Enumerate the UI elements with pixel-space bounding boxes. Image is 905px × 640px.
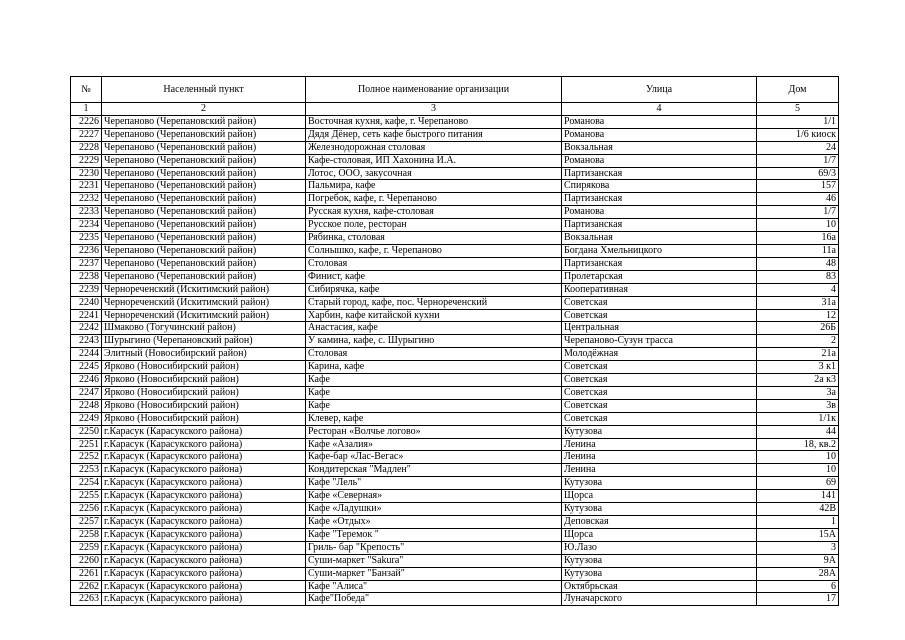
table-row xyxy=(71,593,839,606)
cell-street: Вокзальная xyxy=(562,232,757,245)
cell-organization: У камина, кафе, с. Шурыгино xyxy=(306,335,562,348)
cell-organization: Кафе "Алиса" xyxy=(306,580,562,593)
cell-number: 2236 xyxy=(71,244,102,257)
cell-street: Кутузова xyxy=(562,567,757,580)
cell-street: Романова xyxy=(562,154,757,167)
cell-house: 2а к3 xyxy=(757,374,839,387)
header-house: Дом xyxy=(757,77,839,103)
cell-number: 2228 xyxy=(71,141,102,154)
table-row xyxy=(71,554,839,567)
cell-house: 4 xyxy=(757,283,839,296)
cell-house: 1/6 киоск xyxy=(757,128,839,141)
cell-house: 17 xyxy=(757,593,839,606)
cell-locality: Шмаково (Тогучинский район) xyxy=(102,322,306,335)
cell-locality: г.Карасук (Карасукского района) xyxy=(102,425,306,438)
cell-organization: Кафе "Лель" xyxy=(306,477,562,490)
table-row xyxy=(71,322,839,335)
cell-house: 15А xyxy=(757,528,839,541)
cell-number: 2252 xyxy=(71,451,102,464)
cell-organization: Пальмира, кафе xyxy=(306,180,562,193)
table-row xyxy=(71,438,839,451)
cell-organization: Кафе «Ладушки» xyxy=(306,503,562,516)
cell-number: 2263 xyxy=(71,593,102,606)
cell-house: 3 к1 xyxy=(757,361,839,374)
cell-locality: г.Карасук (Карасукского района) xyxy=(102,464,306,477)
cell-organization: Столовая xyxy=(306,257,562,270)
table-row xyxy=(71,580,839,593)
cell-number: 2238 xyxy=(71,270,102,283)
table-row xyxy=(71,244,839,257)
cell-house: 2 xyxy=(757,335,839,348)
cell-street: Советская xyxy=(562,412,757,425)
cell-organization: Клевер, кафе xyxy=(306,412,562,425)
cell-street: Советская xyxy=(562,399,757,412)
header-organization: Полное наименование организации xyxy=(306,77,562,103)
cell-street: Центральная xyxy=(562,322,757,335)
cell-organization: Погребок, кафе, г. Черепаново xyxy=(306,193,562,206)
cell-street: Пролетарская xyxy=(562,270,757,283)
cell-number: 2258 xyxy=(71,528,102,541)
header-row xyxy=(71,77,839,103)
cell-street: Богдана Хмельницкого xyxy=(562,244,757,257)
cell-locality: г.Карасук (Карасукского района) xyxy=(102,554,306,567)
cell-house: 69 xyxy=(757,477,839,490)
cell-organization: Суши-маркет "Sakura" xyxy=(306,554,562,567)
cell-locality: г.Карасук (Карасукского района) xyxy=(102,438,306,451)
cell-house: 42В xyxy=(757,503,839,516)
cell-street: Кутузова xyxy=(562,425,757,438)
table-row xyxy=(71,361,839,374)
cell-organization: Солнышко, кафе, г. Черепаново xyxy=(306,244,562,257)
cell-house: 157 xyxy=(757,180,839,193)
header-number: № xyxy=(71,77,102,103)
cell-organization: Железнодорожная столовая xyxy=(306,141,562,154)
column-number: 3 xyxy=(306,103,562,116)
cell-organization: Дядя Дёнер, сеть кафе быстрого питания xyxy=(306,128,562,141)
cell-street: Советская xyxy=(562,309,757,322)
cell-house: 1/7 xyxy=(757,206,839,219)
cell-street: Ленина xyxy=(562,438,757,451)
cell-number: 2261 xyxy=(71,567,102,580)
cell-street: Ленина xyxy=(562,451,757,464)
cell-number: 2249 xyxy=(71,412,102,425)
cell-number: 2243 xyxy=(71,335,102,348)
cell-house: 46 xyxy=(757,193,839,206)
cell-locality: г.Карасук (Карасукского района) xyxy=(102,503,306,516)
table-row xyxy=(71,412,839,425)
cell-house: 83 xyxy=(757,270,839,283)
cell-number: 2245 xyxy=(71,361,102,374)
table-row xyxy=(71,128,839,141)
cell-street: Романова xyxy=(562,128,757,141)
cell-street: Черепаново-Сузун трасса xyxy=(562,335,757,348)
cell-number: 2229 xyxy=(71,154,102,167)
cell-house: 69/3 xyxy=(757,167,839,180)
cell-house: 1/1к xyxy=(757,412,839,425)
header-locality: Населенный пункт xyxy=(102,77,306,103)
cell-number: 2260 xyxy=(71,554,102,567)
cell-street: Советская xyxy=(562,361,757,374)
table-body xyxy=(71,115,839,605)
cell-locality: Черепаново (Черепановский район) xyxy=(102,206,306,219)
column-number: 4 xyxy=(562,103,757,116)
cell-house: 3в xyxy=(757,399,839,412)
cell-street: Октябрьская xyxy=(562,580,757,593)
cell-house: 10 xyxy=(757,219,839,232)
cell-locality: г.Карасук (Карасукского района) xyxy=(102,490,306,503)
cell-locality: Ярково (Новосибирский район) xyxy=(102,386,306,399)
column-number: 5 xyxy=(757,103,839,116)
table-row xyxy=(71,528,839,541)
cell-number: 2254 xyxy=(71,477,102,490)
cell-locality: г.Карасук (Карасукского района) xyxy=(102,593,306,606)
cell-number: 2247 xyxy=(71,386,102,399)
cell-organization: Кафе «Азалия» xyxy=(306,438,562,451)
table-row xyxy=(71,193,839,206)
cell-house: 3а xyxy=(757,386,839,399)
cell-street: Кутузова xyxy=(562,477,757,490)
cell-house: 48 xyxy=(757,257,839,270)
cell-locality: Шурыгино (Черепановский район) xyxy=(102,335,306,348)
cell-street: Советская xyxy=(562,386,757,399)
cell-locality: Ярково (Новосибирский район) xyxy=(102,374,306,387)
cell-locality: Черепаново (Черепановский район) xyxy=(102,257,306,270)
table-row xyxy=(71,541,839,554)
cell-house: 26Б xyxy=(757,322,839,335)
cell-organization: Финист, кафе xyxy=(306,270,562,283)
organizations-table xyxy=(70,76,839,606)
table-row xyxy=(71,115,839,128)
table-row xyxy=(71,335,839,348)
table-row xyxy=(71,567,839,580)
cell-locality: Чернореченский (Искитимский район) xyxy=(102,296,306,309)
table-row xyxy=(71,283,839,296)
cell-number: 2257 xyxy=(71,516,102,529)
cell-street: Кутузова xyxy=(562,554,757,567)
cell-street: Кутузова xyxy=(562,503,757,516)
cell-locality: г.Карасук (Карасукского района) xyxy=(102,516,306,529)
cell-number: 2259 xyxy=(71,541,102,554)
cell-organization: Лотос, ООО, закусочная xyxy=(306,167,562,180)
cell-number: 2235 xyxy=(71,232,102,245)
cell-street: Спирякова xyxy=(562,180,757,193)
cell-house: 10 xyxy=(757,451,839,464)
cell-organization: Ресторан «Волчье логово» xyxy=(306,425,562,438)
cell-organization: Кафе «Северная» xyxy=(306,490,562,503)
cell-locality: Ярково (Новосибирский район) xyxy=(102,412,306,425)
cell-street: Партизанская xyxy=(562,167,757,180)
cell-number: 2253 xyxy=(71,464,102,477)
cell-organization: Сибирячка, кафе xyxy=(306,283,562,296)
table-row xyxy=(71,425,839,438)
table-row xyxy=(71,374,839,387)
cell-number: 2241 xyxy=(71,309,102,322)
cell-organization: Восточная кухня, кафе, г. Черепаново xyxy=(306,115,562,128)
cell-organization: Русское поле, ресторан xyxy=(306,219,562,232)
cell-locality: Черепаново (Черепановский район) xyxy=(102,115,306,128)
cell-house: 9А xyxy=(757,554,839,567)
cell-house: 1/7 xyxy=(757,154,839,167)
cell-number: 2237 xyxy=(71,257,102,270)
cell-locality: Элитный (Новосибирский район) xyxy=(102,348,306,361)
cell-street: Щорса xyxy=(562,490,757,503)
table-row xyxy=(71,309,839,322)
cell-number: 2256 xyxy=(71,503,102,516)
table-row xyxy=(71,451,839,464)
cell-number: 2230 xyxy=(71,167,102,180)
table-row xyxy=(71,206,839,219)
cell-street: Партизанская xyxy=(562,219,757,232)
cell-house: 10 xyxy=(757,464,839,477)
cell-locality: Чернореченский (Искитимский район) xyxy=(102,309,306,322)
table-row xyxy=(71,348,839,361)
cell-street: Ю.Лазо xyxy=(562,541,757,554)
cell-house: 11а xyxy=(757,244,839,257)
cell-street: Романова xyxy=(562,206,757,219)
cell-locality: г.Карасук (Карасукского района) xyxy=(102,451,306,464)
cell-house: 18, кв.2 xyxy=(757,438,839,451)
cell-locality: Ярково (Новосибирский район) xyxy=(102,361,306,374)
cell-locality: Черепаново (Черепановский район) xyxy=(102,232,306,245)
cell-locality: Черепаново (Черепановский район) xyxy=(102,244,306,257)
cell-street: Романова xyxy=(562,115,757,128)
cell-number: 2246 xyxy=(71,374,102,387)
table-row xyxy=(71,180,839,193)
cell-number: 2233 xyxy=(71,206,102,219)
table-row xyxy=(71,477,839,490)
cell-number: 2227 xyxy=(71,128,102,141)
cell-number: 2226 xyxy=(71,115,102,128)
cell-number: 2251 xyxy=(71,438,102,451)
header-street: Улица xyxy=(562,77,757,103)
cell-organization: Старый город, кафе, пос. Чернореченский xyxy=(306,296,562,309)
cell-organization: Гриль- бар "Крепость" xyxy=(306,541,562,554)
column-number-row xyxy=(71,103,839,116)
cell-house: 6 xyxy=(757,580,839,593)
cell-house: 3 xyxy=(757,541,839,554)
cell-number: 2242 xyxy=(71,322,102,335)
cell-street: Партизанская xyxy=(562,257,757,270)
cell-locality: Черепаново (Черепановский район) xyxy=(102,128,306,141)
cell-street: Кооперативная xyxy=(562,283,757,296)
table-row xyxy=(71,399,839,412)
cell-locality: Черепаново (Черепановский район) xyxy=(102,141,306,154)
cell-locality: г.Карасук (Карасукского района) xyxy=(102,580,306,593)
cell-organization: Рябинка, столовая xyxy=(306,232,562,245)
cell-number: 2232 xyxy=(71,193,102,206)
cell-organization: Кафе xyxy=(306,374,562,387)
cell-number: 2248 xyxy=(71,399,102,412)
cell-street: Луначарского xyxy=(562,593,757,606)
cell-street: Советская xyxy=(562,296,757,309)
column-number: 2 xyxy=(102,103,306,116)
table-row xyxy=(71,167,839,180)
table-row xyxy=(71,141,839,154)
cell-organization: Кафе"Победа" xyxy=(306,593,562,606)
table-row xyxy=(71,503,839,516)
table-row xyxy=(71,386,839,399)
cell-locality: г.Карасук (Карасукского района) xyxy=(102,567,306,580)
table-row xyxy=(71,270,839,283)
cell-locality: г.Карасук (Карасукского района) xyxy=(102,477,306,490)
table-row xyxy=(71,219,839,232)
cell-number: 2240 xyxy=(71,296,102,309)
cell-house: 21а xyxy=(757,348,839,361)
cell-organization: Кафе xyxy=(306,399,562,412)
cell-house: 12 xyxy=(757,309,839,322)
cell-street: Деповская xyxy=(562,516,757,529)
cell-organization: Кафе xyxy=(306,386,562,399)
cell-organization: Столовая xyxy=(306,348,562,361)
cell-locality: Черепаново (Черепановский район) xyxy=(102,219,306,232)
cell-organization: Суши-маркет "Банзай" xyxy=(306,567,562,580)
cell-organization: Карина, кафе xyxy=(306,361,562,374)
cell-house: 16а xyxy=(757,232,839,245)
cell-house: 28А xyxy=(757,567,839,580)
cell-locality: Черепаново (Черепановский район) xyxy=(102,154,306,167)
cell-number: 2239 xyxy=(71,283,102,296)
cell-house: 31а xyxy=(757,296,839,309)
cell-locality: Ярково (Новосибирский район) xyxy=(102,399,306,412)
cell-organization: Кафе-бар «Лас-Вегас» xyxy=(306,451,562,464)
table-row xyxy=(71,464,839,477)
table-row xyxy=(71,232,839,245)
cell-locality: г.Карасук (Карасукского района) xyxy=(102,541,306,554)
table-row xyxy=(71,257,839,270)
cell-house: 1/1 xyxy=(757,115,839,128)
cell-number: 2250 xyxy=(71,425,102,438)
cell-street: Ленина xyxy=(562,464,757,477)
table-row xyxy=(71,516,839,529)
cell-street: Вокзальная xyxy=(562,141,757,154)
cell-house: 1 xyxy=(757,516,839,529)
cell-street: Молодёжная xyxy=(562,348,757,361)
document-sheet xyxy=(70,76,839,606)
cell-organization: Харбин, кафе китайской кухни xyxy=(306,309,562,322)
cell-organization: Анастасия, кафе xyxy=(306,322,562,335)
cell-street: Партизанская xyxy=(562,193,757,206)
cell-organization: Кафе «Отдых» xyxy=(306,516,562,529)
column-number: 1 xyxy=(71,103,102,116)
cell-organization: Кондитерская "Мадлен" xyxy=(306,464,562,477)
cell-organization: Русская кухня, кафе-столовая xyxy=(306,206,562,219)
cell-locality: Черепаново (Черепановский район) xyxy=(102,180,306,193)
cell-number: 2255 xyxy=(71,490,102,503)
table-row xyxy=(71,154,839,167)
cell-number: 2244 xyxy=(71,348,102,361)
table-row xyxy=(71,490,839,503)
cell-locality: Черепаново (Черепановский район) xyxy=(102,167,306,180)
cell-organization: Кафе-столовая, ИП Хахонина И.А. xyxy=(306,154,562,167)
cell-street: Щорса xyxy=(562,528,757,541)
cell-locality: Черепаново (Черепановский район) xyxy=(102,193,306,206)
cell-number: 2234 xyxy=(71,219,102,232)
cell-number: 2231 xyxy=(71,180,102,193)
cell-number: 2262 xyxy=(71,580,102,593)
cell-locality: Черепаново (Черепановский район) xyxy=(102,270,306,283)
cell-locality: г.Карасук (Карасукского района) xyxy=(102,528,306,541)
cell-locality: Чернореченский (Искитимский район) xyxy=(102,283,306,296)
cell-house: 44 xyxy=(757,425,839,438)
cell-street: Советская xyxy=(562,374,757,387)
cell-house: 24 xyxy=(757,141,839,154)
cell-house: 141 xyxy=(757,490,839,503)
cell-organization: Кафе "Теремок " xyxy=(306,528,562,541)
table-row xyxy=(71,296,839,309)
